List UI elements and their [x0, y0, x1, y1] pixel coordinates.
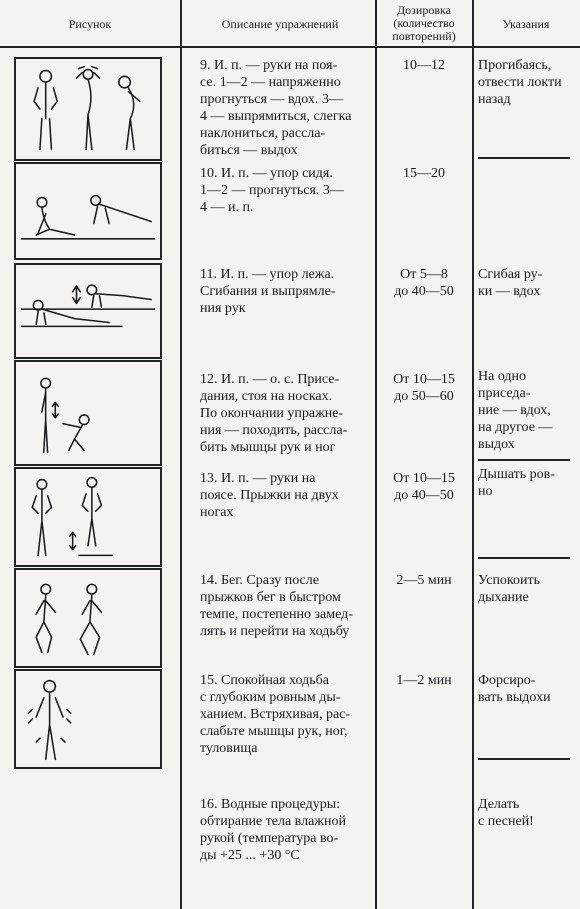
desc-line: 12. И. п. — о. с. Присе- [200, 372, 340, 387]
row-11-note [478, 266, 574, 300]
note-rule [478, 758, 570, 760]
desc-line: поясе. Прыжки на двух [200, 488, 339, 503]
note-line: На одно [478, 369, 527, 384]
dose-line: до 50—60 [394, 389, 454, 404]
desc-line: обтирание тела влажной [200, 814, 346, 829]
desc-line: ния рук [200, 301, 246, 316]
row-12-description [200, 371, 372, 456]
push-up-figures-icon [14, 263, 162, 359]
column-rule-2 [375, 0, 377, 909]
row-14-dosage [380, 572, 468, 589]
desc-line: ханием. Встряхивая, рас- [200, 707, 351, 722]
desc-line: прогнуться — вдох. 3— [200, 92, 343, 107]
row-11-description [200, 266, 372, 317]
desc-line: прыжков бег в быстром [200, 590, 341, 605]
note-rule [478, 157, 570, 159]
note-line: вать выдохи [478, 690, 551, 705]
note-line: ки — вдох [478, 284, 541, 299]
note-rule [478, 459, 570, 461]
note-line: Делать [478, 797, 520, 812]
desc-line: ногах [200, 505, 234, 520]
note-line: выдох [478, 437, 515, 452]
dose-line: От 10—15 [393, 471, 455, 486]
desc-line: лять и перейти на ходьбу [200, 624, 350, 639]
desc-line: 4 — и. п. [200, 200, 254, 215]
desc-line: рукой (температура во- [200, 831, 339, 846]
row-15-dosage [380, 672, 468, 689]
desc-line: 1—2 — прогнуться. 3— [200, 183, 344, 198]
desc-line: По окончании упражне- [200, 406, 344, 421]
note-line: приседа- [478, 386, 531, 401]
row-13-note [478, 466, 574, 500]
note-rule [478, 557, 570, 559]
header-dosage-line-1: Дозировка [397, 3, 451, 17]
desc-line: 4 — выпрямиться, слегка [200, 109, 352, 124]
header-rule [0, 46, 580, 48]
running-figures-icon [14, 568, 162, 668]
desc-line: 13. И. п. — руки на [200, 471, 316, 486]
note-line: но [478, 484, 493, 499]
note-line: с песней! [478, 814, 534, 829]
desc-line: ды +25 ... +30 °С [200, 848, 300, 863]
desc-line: 9. И. п. — руки на поя- [200, 58, 338, 73]
seated-arch-figures-icon [14, 162, 162, 260]
desc-line: слабьте мышцы рук, ног, [200, 724, 348, 739]
standing-backbend-figures-icon [14, 57, 162, 161]
dose-line: 2—5 мин [396, 573, 452, 588]
desc-line: 16. Водные процедуры: [200, 797, 341, 812]
row-13-dosage [380, 470, 468, 504]
note-line: Прогибаясь, [478, 58, 552, 73]
row-10-description [200, 165, 372, 216]
note-line: дыхание [478, 590, 529, 605]
note-line: Успокоить [478, 573, 541, 588]
dose-line: От 5—8 [400, 267, 448, 282]
row-14-description [200, 572, 372, 640]
header-dosage-line-2: (количество [393, 16, 455, 30]
header-dosage-line-3: повторений) [392, 29, 456, 43]
note-line: Дышать ров- [478, 467, 555, 482]
column-rule-1 [180, 0, 182, 909]
desc-line: туловища [200, 741, 258, 756]
desc-line: дания, стоя на носках. [200, 389, 333, 404]
dose-line: 1—2 мин [396, 673, 452, 688]
desc-line: темпе, постепенно замед- [200, 607, 353, 622]
desc-line: се. 1—2 — напряженно [200, 75, 341, 90]
desc-line: ния — походить, расслa- [200, 423, 348, 438]
row-15-description [200, 672, 372, 757]
header-dosage [378, 4, 470, 43]
desc-line: 11. И. п. — упор лежа. [200, 267, 335, 282]
squat-figures-icon [14, 360, 162, 466]
desc-line: Сгибания и выпрямле- [200, 284, 336, 299]
desc-line: с глубоким ровным ды- [200, 690, 341, 705]
header-description: Описание упражнений [221, 17, 339, 31]
row-11-dosage [380, 266, 468, 300]
note-line: Форсиро- [478, 673, 536, 688]
note-line: Сгибая ру- [478, 267, 543, 282]
desc-line: 15. Спокойная ходьба [200, 673, 329, 688]
row-12-dosage [380, 371, 468, 405]
desc-line: биться — выдох [200, 143, 298, 158]
dose-line: 10—12 [403, 58, 445, 73]
row-10-dosage [380, 165, 468, 182]
note-line: отвести локти [478, 75, 562, 90]
note-line: на другое — [478, 420, 553, 435]
row-16-note [478, 796, 574, 830]
header-instructions: Указания [502, 17, 550, 31]
row-9-note [478, 57, 574, 108]
row-9-description [200, 57, 372, 159]
header-picture: Рисунок [68, 17, 112, 31]
desc-line: 10. И. п. — упор сидя. [200, 166, 333, 181]
column-rule-3 [472, 0, 474, 909]
dose-line: до 40—50 [394, 488, 454, 503]
desc-line: 14. Бег. Сразу после [200, 573, 319, 588]
desc-line: наклониться, рассла- [200, 126, 326, 141]
row-12-note [478, 368, 574, 453]
desc-line: бить мышцы рук и ног [200, 440, 336, 455]
note-line: ние — вдох, [478, 403, 551, 418]
note-line: назад [478, 92, 511, 107]
dose-line: до 40—50 [394, 284, 454, 299]
row-9-dosage [380, 57, 468, 74]
row-15-note [478, 672, 574, 706]
row-14-note [478, 572, 574, 606]
dose-line: 15—20 [403, 166, 445, 181]
row-16-description [200, 796, 372, 864]
dose-line: От 10—15 [393, 372, 455, 387]
shaking-figure-icon [14, 669, 162, 769]
jumping-figures-icon [14, 467, 162, 567]
row-13-description [200, 470, 372, 521]
